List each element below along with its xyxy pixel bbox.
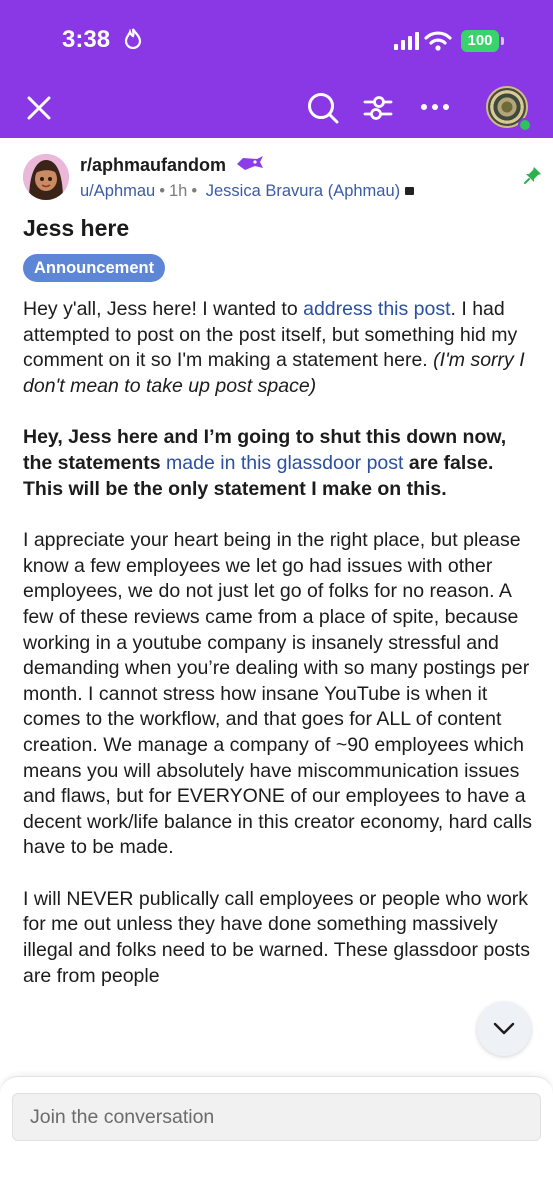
- subreddit-flair-icon: [235, 156, 265, 172]
- battery-indicator: 100: [461, 30, 499, 52]
- search-icon[interactable]: [306, 91, 340, 125]
- subreddit-avatar[interactable]: [23, 154, 69, 200]
- subreddit-label[interactable]: r/aphmaufandom: [80, 155, 227, 175]
- filter-icon[interactable]: [362, 92, 394, 124]
- battery-cap: [501, 37, 504, 45]
- flame-icon: [124, 28, 142, 50]
- address-post-link[interactable]: address this post: [303, 298, 451, 320]
- paragraph-3: I appreciate your heart being in the right place, but please know a few employees we let go had issues with other employees, we do not just let go of folks for no reason. A few of these reviews came from a place of spite, because working in a youtube company is insanely stressful and demanding when you’re dealing with so many postings per month. I cannot stress how insane YouTube is when it comes to the workflow, and that goes for ALL of content creation. We manage a company of ~90 employees which means you will absolutely have miscommunication issues and flaws, but for EVERYONE of our employees to have a decent work/life balance in this creator economy, hard calls have to be made.: [23, 529, 533, 859]
- p2-text-b: are false. This will be the only statement I make on this.: [23, 451, 494, 500]
- p1-italic-note: (I'm sorry I don't mean to take up post space): [23, 349, 525, 397]
- meta-separator: •: [191, 182, 198, 200]
- post-time: 1h: [169, 182, 188, 200]
- signal-icon: [394, 32, 420, 50]
- wifi-icon: [424, 30, 452, 52]
- post-body: [23, 297, 533, 1015]
- chevron-down-icon: [493, 1022, 515, 1036]
- post-flair-badge[interactable]: Announcement: [23, 254, 165, 282]
- post-meta: [80, 182, 414, 201]
- more-icon[interactable]: [420, 103, 450, 111]
- paragraph-2: [23, 425, 533, 502]
- close-icon[interactable]: [26, 95, 52, 121]
- aphmau-avatar-icon: [23, 154, 69, 200]
- author-link[interactable]: u/Aphmau: [80, 182, 156, 200]
- p1-text-b: . I had attempted to post on the post itself, but something hid my comment on it so I'm making a statement here.: [23, 298, 518, 372]
- scroll-down-button[interactable]: [477, 1002, 531, 1056]
- user-flair: Jessica Bravura (Aphmau): [205, 182, 401, 200]
- status-time: 3:38: [62, 26, 111, 53]
- paragraph-4: I will NEVER publically call employees or people who work for me out unless they have done something massively illegal and folks need to be warned. These glassdoor posts are from people: [23, 887, 530, 987]
- paragraph-1: [23, 297, 533, 399]
- p2-text-a: Hey, Jess here and I’m going to shut this down now, the statements: [23, 426, 507, 474]
- meta-separator: •: [159, 182, 165, 200]
- join-conversation-input[interactable]: Join the conversation: [12, 1093, 541, 1141]
- glassdoor-post-link[interactable]: made in this glassdoor post: [166, 451, 404, 474]
- p1-text-a: Hey y'all, Jess here! I wanted to: [23, 298, 304, 320]
- online-status-dot: [518, 118, 532, 132]
- status-indicators: [333, 0, 553, 80]
- user-flair-icon: [405, 187, 414, 195]
- pin-icon: [524, 166, 542, 184]
- content-fade: [0, 1058, 553, 1078]
- subreddit-name[interactable]: [80, 155, 265, 176]
- post-title: Jess here: [23, 215, 130, 241]
